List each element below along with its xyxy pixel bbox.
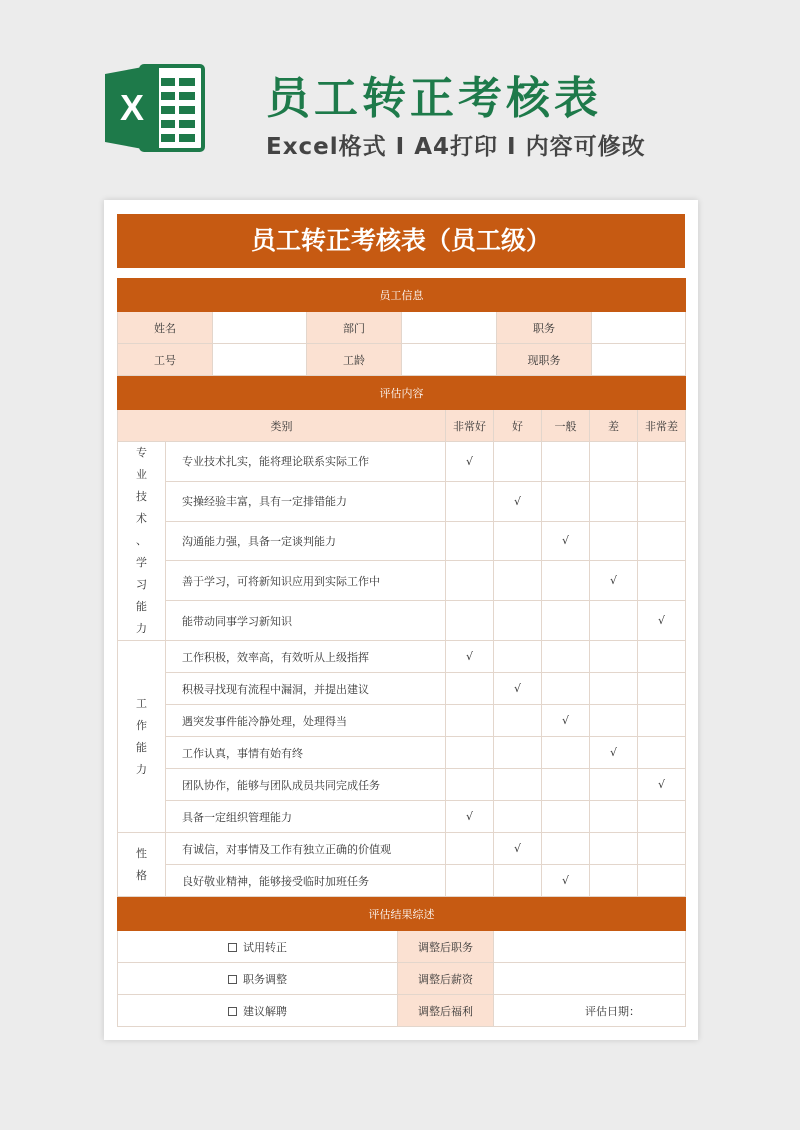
rating-cell[interactable] — [446, 673, 494, 705]
label-adjusted-position: 调整后职务 — [398, 931, 494, 963]
eval-section-heading: 评估内容 — [118, 377, 686, 410]
table-row — [118, 442, 686, 482]
label-seniority: 工龄 — [307, 344, 402, 376]
rating-cell[interactable] — [542, 601, 590, 641]
check-mark-icon: √ — [658, 778, 666, 791]
check-mark-icon: √ — [465, 650, 473, 663]
category-group-label: 工 作 能 力 — [118, 641, 166, 833]
rating-cell[interactable] — [590, 641, 638, 673]
rating-cell[interactable] — [590, 737, 638, 769]
rating-cell[interactable] — [446, 481, 494, 521]
rating-cell[interactable] — [542, 737, 590, 769]
table-row — [118, 481, 686, 521]
rating-cell[interactable] — [638, 521, 686, 561]
rating-cell[interactable] — [638, 705, 686, 737]
current-position-input[interactable] — [592, 344, 686, 376]
rating-cell[interactable] — [494, 521, 542, 561]
criterion-text: 善于学习，可将新知识应用到实际工作中 — [166, 561, 446, 601]
rating-cell[interactable] — [590, 865, 638, 897]
rating-cell[interactable] — [590, 561, 638, 601]
criterion-text: 实操经验丰富，具有一定排错能力 — [166, 481, 446, 521]
rating-cell[interactable] — [494, 442, 542, 482]
rating-cell[interactable] — [638, 481, 686, 521]
rating-cell[interactable] — [494, 833, 542, 865]
rating-cell[interactable] — [542, 833, 590, 865]
option-label: 建议解聘 — [243, 1004, 287, 1018]
rating-cell[interactable] — [590, 673, 638, 705]
rating-cell[interactable] — [638, 801, 686, 833]
rating-cell[interactable] — [542, 769, 590, 801]
rating-cell[interactable] — [638, 769, 686, 801]
check-mark-icon: √ — [465, 454, 473, 468]
check-mark-icon: √ — [609, 746, 617, 759]
info-section-heading: 员工信息 — [118, 279, 686, 312]
check-mark-icon: √ — [513, 494, 521, 508]
criterion-text: 积极寻找现有流程中漏洞，并提出建议 — [166, 673, 446, 705]
col-category: 类别 — [118, 410, 446, 442]
rating-cell[interactable] — [494, 561, 542, 601]
label-current-position: 现职务 — [497, 344, 592, 376]
rating-cell[interactable] — [446, 769, 494, 801]
criterion-text: 能带动同事学习新知识 — [166, 601, 446, 641]
adjusted-salary-input[interactable] — [494, 963, 686, 995]
rating-cell[interactable] — [590, 442, 638, 482]
label-dept: 部门 — [307, 312, 402, 344]
rating-cell[interactable] — [542, 641, 590, 673]
table-row — [118, 601, 686, 641]
result-section-heading: 评估结果综述 — [118, 898, 686, 931]
rating-cell[interactable] — [446, 801, 494, 833]
rating-cell[interactable] — [446, 601, 494, 641]
criterion-text: 良好敬业精神，能够接受临时加班任务 — [166, 865, 446, 897]
criterion-text: 有诚信，对事情及工作有独立正确的价值观 — [166, 833, 446, 865]
rating-cell[interactable] — [542, 521, 590, 561]
label-position: 职务 — [497, 312, 592, 344]
rating-cell[interactable] — [446, 705, 494, 737]
employee-info-table — [117, 278, 686, 376]
rating-cell[interactable] — [638, 865, 686, 897]
label-name: 姓名 — [118, 312, 213, 344]
table-row — [118, 705, 686, 737]
excel-logo-icon — [103, 62, 206, 154]
adjusted-position-input[interactable] — [494, 931, 686, 963]
rating-cell[interactable] — [590, 601, 638, 641]
criterion-text: 工作积极，效率高，有效听从上级指挥 — [166, 641, 446, 673]
rating-cell[interactable] — [494, 865, 542, 897]
rating-cell[interactable] — [590, 801, 638, 833]
label-adjusted-benefits: 调整后福利 — [398, 995, 494, 1027]
rating-cell[interactable] — [494, 801, 542, 833]
label-id: 工号 — [118, 344, 213, 376]
rating-cell[interactable] — [494, 673, 542, 705]
rating-cell[interactable] — [590, 481, 638, 521]
table-row — [118, 521, 686, 561]
category-group-label: 性 格 — [118, 833, 166, 897]
table-row — [118, 865, 686, 897]
check-mark-icon: √ — [561, 714, 569, 727]
rating-cell[interactable] — [590, 769, 638, 801]
table-row — [118, 801, 686, 833]
rating-cell[interactable] — [542, 705, 590, 737]
rating-cell[interactable] — [590, 521, 638, 561]
rating-cell[interactable] — [446, 641, 494, 673]
table-row — [118, 561, 686, 601]
check-mark-icon: √ — [658, 614, 666, 628]
form-sheet — [117, 214, 685, 1027]
check-mark-icon: √ — [609, 574, 617, 588]
table-row — [118, 641, 686, 673]
rating-cell[interactable] — [494, 641, 542, 673]
criterion-text: 遇突发事件能冷静处理，处理得当 — [166, 705, 446, 737]
rating-cell[interactable] — [638, 673, 686, 705]
col-good: 好 — [494, 410, 542, 442]
table-row — [118, 673, 686, 705]
table-row — [118, 737, 686, 769]
rating-cell[interactable] — [446, 865, 494, 897]
checkbox-icon[interactable] — [228, 1007, 237, 1016]
label-adjusted-salary: 调整后薪资 — [398, 963, 494, 995]
criterion-text: 沟通能力强，具备一定谈判能力 — [166, 521, 446, 561]
rating-cell[interactable] — [638, 641, 686, 673]
rating-cell[interactable] — [446, 521, 494, 561]
rating-cell[interactable] — [542, 801, 590, 833]
rating-cell[interactable] — [542, 442, 590, 482]
rating-cell[interactable] — [494, 737, 542, 769]
result-option-dismiss[interactable] — [118, 995, 398, 1027]
seniority-input[interactable] — [402, 344, 497, 376]
table-row — [118, 769, 686, 801]
rating-cell[interactable] — [494, 481, 542, 521]
col-poor: 差 — [590, 410, 638, 442]
rating-cell[interactable] — [494, 705, 542, 737]
name-input[interactable] — [213, 312, 307, 344]
eval-rows — [118, 442, 686, 897]
criterion-text: 专业技术扎实，能将理论联系实际工作 — [166, 442, 446, 482]
page-subtitle: Excel格式 I A4打印 I 内容可修改 — [266, 134, 646, 160]
id-input[interactable] — [213, 344, 307, 376]
option-label: 职务调整 — [243, 972, 287, 986]
checkbox-icon[interactable] — [228, 975, 237, 984]
criterion-text: 工作认真，事情有始有终 — [166, 737, 446, 769]
check-mark-icon: √ — [561, 534, 569, 548]
rating-cell[interactable] — [638, 561, 686, 601]
criterion-text: 具备一定组织管理能力 — [166, 801, 446, 833]
checkbox-icon[interactable] — [228, 943, 237, 952]
rating-cell[interactable] — [446, 561, 494, 601]
rating-cell[interactable] — [542, 481, 590, 521]
position-input[interactable] — [592, 312, 686, 344]
check-mark-icon: √ — [561, 874, 569, 887]
rating-cell[interactable] — [542, 673, 590, 705]
rating-cell[interactable] — [638, 442, 686, 482]
rating-cell[interactable] — [638, 833, 686, 865]
form-title: 员工转正考核表（员工级） — [117, 214, 685, 268]
rating-cell[interactable] — [542, 865, 590, 897]
logo-letter: X — [119, 87, 145, 128]
rating-cell[interactable] — [638, 601, 686, 641]
check-mark-icon: √ — [513, 842, 521, 855]
rating-cell[interactable] — [590, 833, 638, 865]
rating-cell[interactable] — [446, 737, 494, 769]
category-group-label: 专 业 技 术 、 学 习 能 力 — [118, 442, 166, 641]
col-average: 一般 — [542, 410, 590, 442]
rating-cell[interactable] — [494, 601, 542, 641]
dept-input[interactable] — [402, 312, 497, 344]
check-mark-icon: √ — [465, 810, 473, 823]
option-label: 试用转正 — [243, 940, 287, 954]
rating-cell[interactable] — [494, 769, 542, 801]
check-mark-icon: √ — [513, 682, 521, 695]
rating-cell[interactable] — [638, 737, 686, 769]
result-option-adjust[interactable] — [118, 963, 398, 995]
evaluation-date-label: 评估日期： — [585, 1005, 640, 1018]
col-very-good: 非常好 — [446, 410, 494, 442]
evaluation-table — [117, 376, 686, 897]
rating-cell[interactable] — [590, 705, 638, 737]
rating-cell[interactable] — [446, 442, 494, 482]
rating-cell[interactable] — [446, 833, 494, 865]
table-row — [118, 833, 686, 865]
rating-cell[interactable] — [542, 561, 590, 601]
page-title: 员工转正考核表 — [266, 73, 602, 124]
criterion-text: 团队协作，能够与团队成员共同完成任务 — [166, 769, 446, 801]
col-very-poor: 非常差 — [638, 410, 686, 442]
result-option-trial[interactable] — [118, 931, 398, 963]
